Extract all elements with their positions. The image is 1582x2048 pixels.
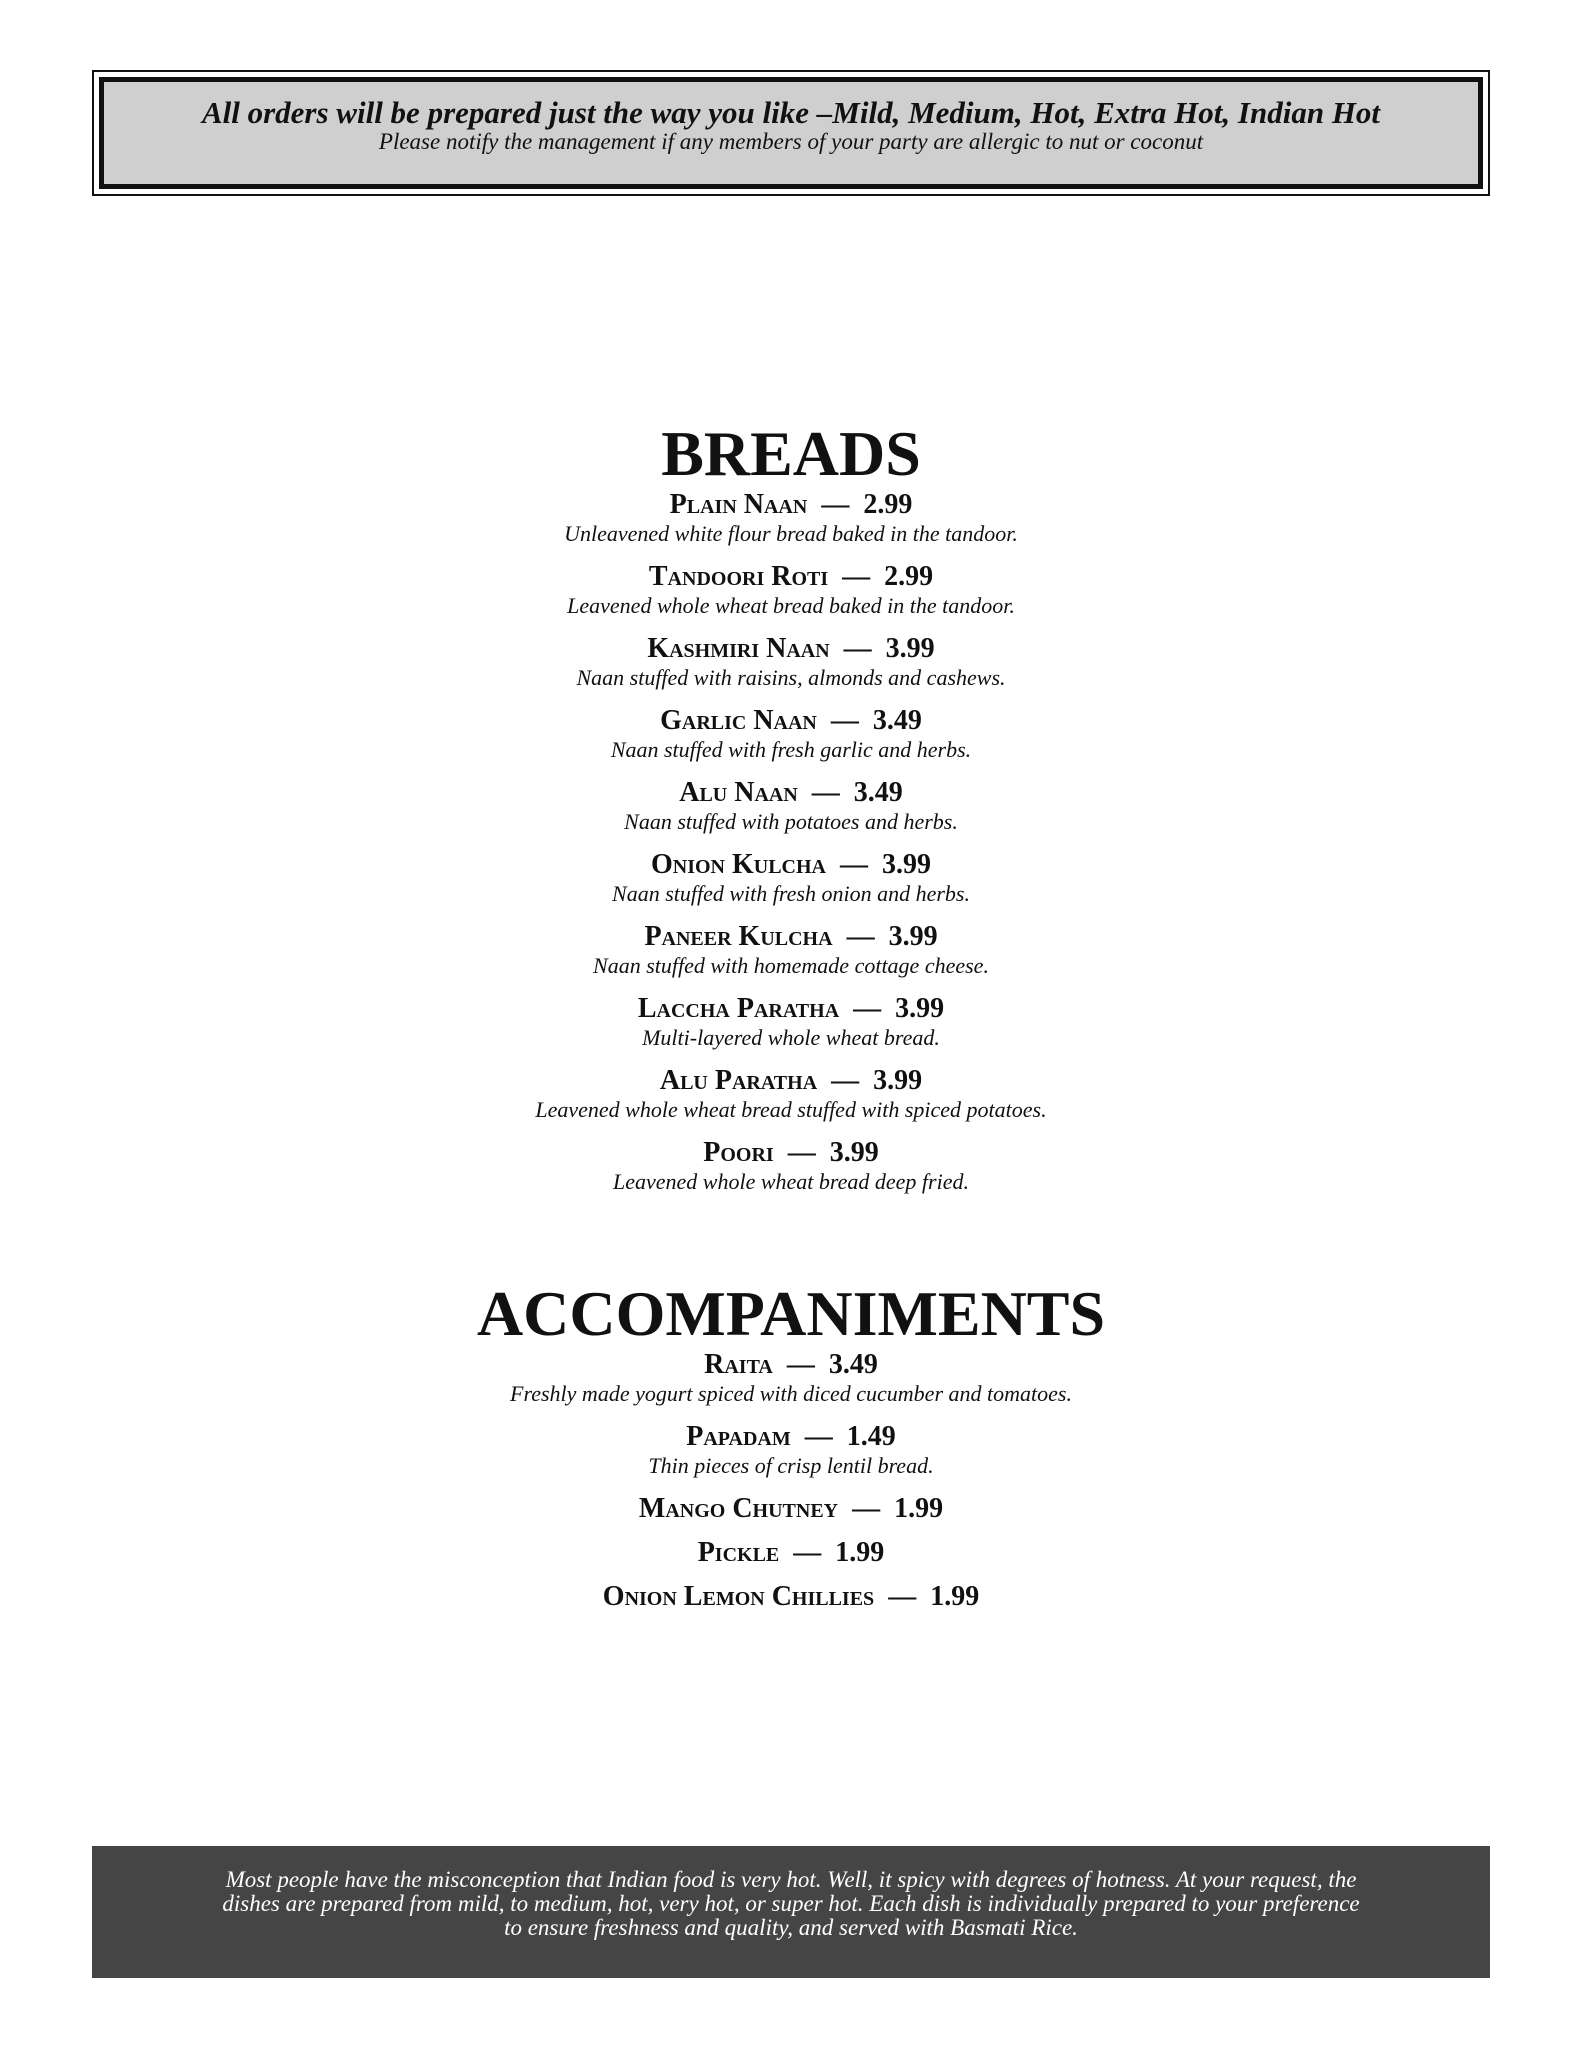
menu-item-name: Onion Kulcha xyxy=(650,849,826,880)
menu-item-name: Papadam xyxy=(686,1421,791,1452)
menu-item-line xyxy=(0,1136,1582,1170)
banner-allergy-note: Please notify the management if any members of your party are allergic to nut or coconut xyxy=(378,129,1204,154)
menu-item-description: Leavened whole wheat bread baked in the tandoor. xyxy=(567,593,1015,618)
menu-item xyxy=(0,704,1582,762)
menu-item xyxy=(0,776,1582,834)
menu-item xyxy=(0,1492,1582,1526)
menu-item-name: Paneer Kulcha xyxy=(644,921,833,952)
menu-item xyxy=(0,560,1582,618)
menu-item xyxy=(0,1136,1582,1194)
menu-item-line xyxy=(0,848,1582,882)
menu-item-description: Naan stuffed with fresh garlic and herbs. xyxy=(610,737,972,762)
menu-item-line xyxy=(0,1420,1582,1454)
menu-item-description: Thin pieces of crisp lentil bread. xyxy=(648,1453,934,1478)
menu-item-price: 3.49 xyxy=(872,705,922,736)
menu-item-price: 3.99 xyxy=(882,849,931,880)
menu-item-price: 1.99 xyxy=(894,1493,944,1524)
menu-item-description: Naan stuffed with raisins, almonds and cashews. xyxy=(576,665,1006,690)
menu-item-dash: — xyxy=(842,561,871,592)
menu-item-line xyxy=(0,1580,1582,1614)
menu-item-dash: — xyxy=(853,993,882,1024)
menu-item-name: Tandoori Roti xyxy=(648,561,829,592)
menu-item-name: Onion Lemon Chillies xyxy=(602,1581,875,1612)
menu-item-dash: — xyxy=(852,1493,881,1524)
menu-item-line xyxy=(0,776,1582,810)
menu-item-line xyxy=(0,920,1582,954)
menu-item xyxy=(0,992,1582,1050)
menu-item xyxy=(0,1580,1582,1614)
menu-item xyxy=(0,1348,1582,1406)
menu-item-price: 3.99 xyxy=(895,993,945,1024)
menu-item-name: Alu Naan xyxy=(679,777,798,808)
menu-item-price: 1.49 xyxy=(846,1421,896,1452)
menu-item-dash: — xyxy=(840,849,868,880)
menu-item-price: 3.49 xyxy=(853,777,903,808)
menu-item-description: Naan stuffed with potatoes and herbs. xyxy=(624,809,958,834)
menu-item xyxy=(0,1420,1582,1478)
menu-item-name: Poori xyxy=(703,1137,774,1168)
accompaniments-section xyxy=(0,1280,1582,1624)
menu-item-line xyxy=(0,632,1582,666)
menu-item-name: Kashmiri Naan xyxy=(647,633,830,664)
menu-item-dash: — xyxy=(811,777,840,808)
menu-item-description: Multi-layered whole wheat bread. xyxy=(642,1025,940,1050)
menu-item-price: 3.99 xyxy=(829,1137,879,1168)
menu-item-dash: — xyxy=(888,1581,917,1612)
menu-item xyxy=(0,632,1582,690)
menu-item-price: 3.99 xyxy=(873,1065,923,1096)
menu-item-line xyxy=(0,1064,1582,1098)
menu-item-line xyxy=(0,1348,1582,1382)
menu-item-price: 3.99 xyxy=(885,633,935,664)
menu-item-dash: — xyxy=(831,1065,860,1096)
menu-item-name: Raita xyxy=(704,1349,773,1380)
menu-item-price: 2.99 xyxy=(863,489,913,520)
breads-section xyxy=(0,420,1582,1208)
menu-item-price: 3.49 xyxy=(828,1349,878,1380)
menu-item-price: 2.99 xyxy=(884,561,934,592)
menu-item-dash: — xyxy=(843,633,872,664)
menu-item-line xyxy=(0,1492,1582,1526)
spice-level-banner-inner xyxy=(99,77,1483,189)
menu-item-description: Naan stuffed with fresh onion and herbs. xyxy=(612,881,970,906)
menu-item-name: Laccha Paratha xyxy=(637,993,840,1024)
menu-item-dash: — xyxy=(821,489,850,520)
spice-level-banner xyxy=(92,70,1490,196)
menu-item-name: Mango Chutney xyxy=(638,1493,839,1524)
menu-item-dash: — xyxy=(830,705,859,736)
menu-item-line xyxy=(0,704,1582,738)
menu-item-dash: — xyxy=(793,1537,822,1568)
banner-headline: All orders will be prepared just the way you like –Mild, Medium, Hot, Extra Hot, Indian Hot xyxy=(201,95,1381,130)
menu-item-dash: — xyxy=(787,1137,816,1168)
menu-item-name: Alu Paratha xyxy=(659,1065,818,1096)
menu-item-price: 1.99 xyxy=(930,1581,980,1612)
menu-item xyxy=(0,920,1582,978)
menu-item-description: Leavened whole wheat bread stuffed with spiced potatoes. xyxy=(535,1097,1047,1122)
accompaniments-title: ACCOMPANIMENTS xyxy=(476,1278,1106,1349)
menu-item-description: Unleavened white flour bread baked in the tandoor. xyxy=(564,521,1018,546)
footer-note: Most people have the misconception that Indian food is very hot. Well, it spicy with degrees of hotness. At your request, the dishes are prepared from mild, to medium, hot, very hot, or super hot. Each dish is individually prepared to your preference to ensure freshness and quality, and served with Basmati Rice. xyxy=(92,1846,1490,1978)
menu-item-line xyxy=(0,1536,1582,1570)
menu-item-line xyxy=(0,560,1582,594)
menu-item-line xyxy=(0,992,1582,1026)
menu-item xyxy=(0,488,1582,546)
menu-item-dash: — xyxy=(786,1349,815,1380)
menu-item-description: Naan stuffed with homemade cottage cheese. xyxy=(593,953,989,978)
menu-item-dash: — xyxy=(804,1421,833,1452)
menu-item-price: 1.99 xyxy=(835,1537,885,1568)
menu-item xyxy=(0,1536,1582,1570)
menu-item-line xyxy=(0,488,1582,522)
breads-list xyxy=(0,488,1582,1194)
accompaniments-list xyxy=(0,1348,1582,1614)
menu-item-description: Leavened whole wheat bread deep fried. xyxy=(613,1169,969,1194)
menu-item-dash: — xyxy=(846,921,875,952)
menu-item-name: Pickle xyxy=(697,1537,780,1568)
menu-item-name: Garlic Naan xyxy=(660,705,817,736)
menu-item-name: Plain Naan xyxy=(669,489,808,520)
breads-title: BREADS xyxy=(661,418,921,489)
menu-item-price: 3.99 xyxy=(888,921,938,952)
menu-item xyxy=(0,848,1582,906)
menu-item-description: Freshly made yogurt spiced with diced cucumber and tomatoes. xyxy=(510,1381,1072,1406)
menu-item xyxy=(0,1064,1582,1122)
